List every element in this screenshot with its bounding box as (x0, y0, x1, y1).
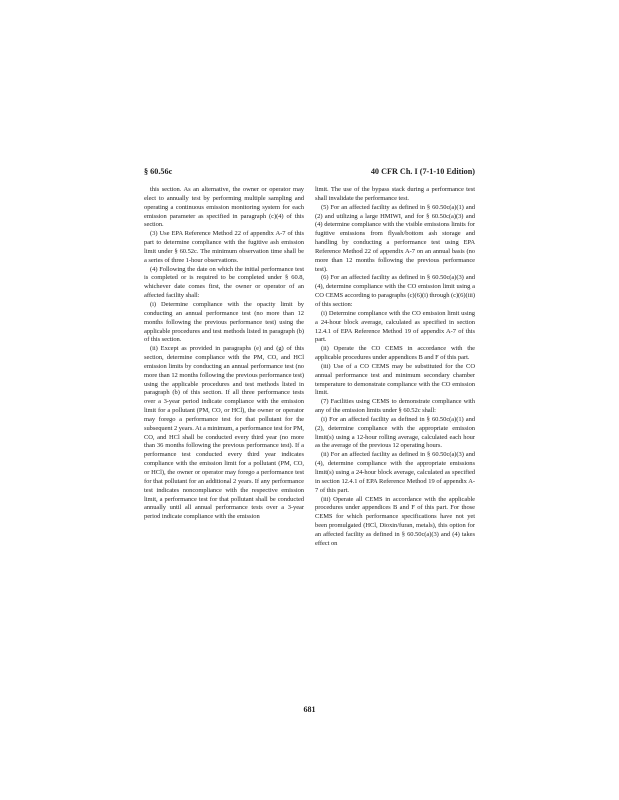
right-column (315, 186, 475, 549)
paragraph: (4) Following the date on which the initial performance test is completed or is required to be completed under § 60.8, whichever date comes first, the owner or operator of an affected facility shall: (144, 265, 304, 300)
paragraph: (iii) Use of a CO CEMS may be substituted for the CO annual performance test and minimum secondary chamber temperature to demonstrate compliance with the CO emission limit. (315, 362, 475, 397)
paragraph: (ii) For an affected facility as defined in § 60.50c(a)(3) and (4), determine compliance with the appropriate emissions limit(s) using a 24-hour block average, calculated as specified in section 12.4.1 of EPA Reference Method 19 of appendix A-7 of this part. (315, 451, 475, 494)
page-number: 681 (303, 705, 316, 714)
paragraph: (7) Facilities using CEMS to demonstrate compliance with any of the emission limits under § 60.52c shall: (315, 398, 475, 415)
cfr-reference: 40 CFR Ch. I (7-1-10 Edition) (370, 167, 475, 176)
paragraph: (iii) Operate all CEMS in accordance with the applicable procedures under appendices B and F of this part. For those CEMS for which performance specifications have not yet been promulgated (HCl, Dioxin/furan, metals), this option for an affected facility as defined in § 60.50c(a)(3) and (4) takes effect on (315, 495, 475, 547)
section-number: § 60.56c (144, 167, 173, 176)
paragraph: (5) For an affected facility as defined in § 60.50c(a)(1) and (2) and utilizing a large HMIWI, and for § 60.50c(a)(3) and (4) determine compliance with the visible emissions limits for fugitive emissions from flyash/bottom ash storage and handling by conducting a performance test using EPA Reference Method 22 of appendix A-7 on an annual basis (no more than 12 months following the previous performance test). (315, 203, 475, 273)
paragraph: limit. The use of the bypass stack during a performance test shall invalidate the performance test. (315, 186, 475, 202)
paragraph: (ii) Operate the CO CEMS in accordance with the applicable procedures under appendices B and F of this part. (315, 345, 475, 362)
paragraph: (i) For an affected facility as defined in § 60.50c(a)(1) and (2), determine compliance with the appropriate emission limit(s) using a 12-hour rolling average, calculated each hour as the average of the previous 12 operating hours. (315, 415, 475, 450)
paragraph: (i) Determine compliance with the opacity limit by conducting an annual performance test (no more than 12 months following the previous performance test) using the applicable procedures and test methods listed in paragraph (b) of this section. (144, 300, 304, 344)
left-column (144, 186, 304, 522)
paragraph: this section. As an alternative, the owner or operator may elect to annually test by performing multiple sampling and operating a continuous emission monitoring system for each emission parameter as specified in paragraph (c)(4) of this section. (144, 186, 304, 229)
paragraph: (ii) Except as provided in paragraphs (e) and (g) of this section, determine compliance with the PM, CO, and HCl emission limits by conducting an annual performance test (no more than 12 months following the previous performance test) using the applicable procedures and test methods listed in paragraph (b) of this section. If all three performance tests over a 3-year period indicate compliance with the emission limit for a pollutant (PM, CO, or HCl), the owner or operator may forego a performance test for that pollutant for the subsequent 2 years. At a minimum, a performance test for PM, CO, and HCl shall be conducted every third year (no more than 36 months following the previous performance test). If a performance test conducted every third year indicates compliance with the emission limit for a pollutant (PM, CO, or HCl), the owner or operator may forego a performance test for that pollutant for an additional 2 years. If any performance test indicates noncompliance with the respective emission limit, a performance test for that pollutant shall be conducted annually until all annual performance tests over a 3-year period indicate compliance with the emission (144, 345, 305, 521)
paragraph: (6) For an affected facility as defined in § 60.50c(a)(3) and (4), determine compliance with the CO emission limit using a CO CEMS according to paragraphs (c)(6)(i) through (c)(6)(iii) of this section: (315, 274, 475, 308)
paragraph: (i) Determine compliance with the CO emission limit using a 24-hour block average, calculated as specified in section 12.4.1 of EPA Reference Method 19 of appendix A-7 of this part. (315, 309, 475, 344)
running-header (144, 167, 475, 181)
paragraph: (3) Use EPA Reference Method 22 of appendix A-7 of this part to determine compliance with the fugitive ash emission limit under § 60.52c. The minimum observation time shall be a series of three 1-hour observations. (144, 230, 304, 264)
